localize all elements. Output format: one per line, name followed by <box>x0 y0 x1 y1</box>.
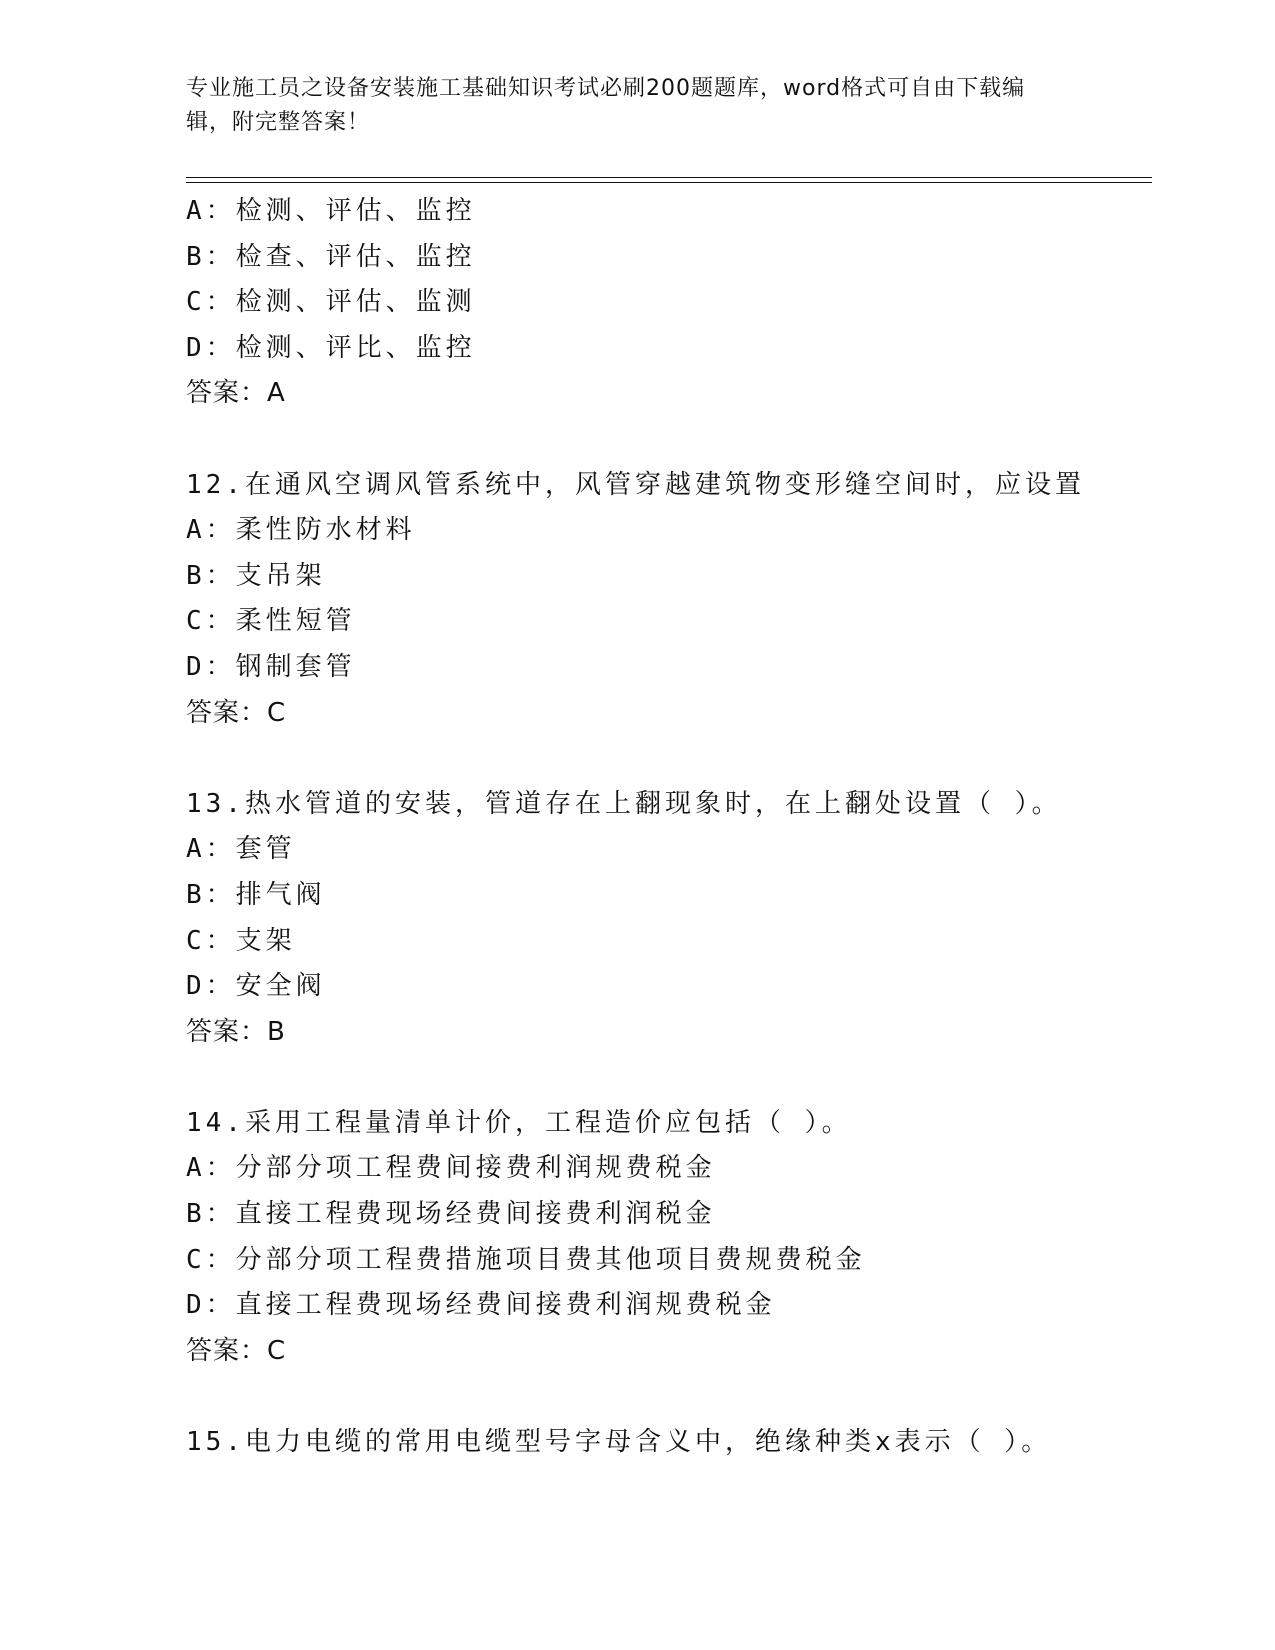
option-a: A：分部分项工程费间接费利润规费税金 <box>186 1153 716 1184</box>
option-a: A：柔性防水材料 <box>186 515 416 546</box>
answer: 答案：C <box>186 1335 287 1366</box>
option-a: A：套管 <box>186 834 296 865</box>
option-d: D：直接工程费现场经费间接费利润规费税金 <box>186 1290 776 1321</box>
option-d: D：检测、评比、监控 <box>186 332 476 363</box>
document-header: 专业施工员之设备安装施工基础知识考试必刷200题题库，word格式可自由下载编辑，附完整答案！ <box>186 76 1026 135</box>
header-divider-bottom <box>186 182 1152 183</box>
option-c: C：检测、评估、监测 <box>186 287 476 318</box>
question-list <box>186 189 1152 1466</box>
option-b: B：直接工程费现场经费间接费利润税金 <box>186 1199 716 1230</box>
spacer <box>186 1374 1152 1420</box>
answer: 答案：C <box>186 697 287 728</box>
header-divider-top <box>186 177 1152 178</box>
question-text: 13.热水管道的安装，管道存在上翻现象时，在上翻处设置（ ）。 <box>186 788 1062 819</box>
question-text: 12.在通风空调风管系统中，风管穿越建筑物变形缝空间时，应设置 <box>186 469 1085 500</box>
option-d: D：钢制套管 <box>186 651 356 682</box>
option-c: C：支架 <box>186 925 296 956</box>
option-b: B：检查、评估、监控 <box>186 241 476 272</box>
question-15 <box>186 1420 1152 1466</box>
option-c: C：分部分项工程费措施项目费其他项目费规费税金 <box>186 1244 866 1275</box>
question-11 <box>186 189 1152 417</box>
spacer <box>186 417 1152 463</box>
option-c: C：柔性短管 <box>186 606 356 637</box>
option-b: B：支吊架 <box>186 560 326 591</box>
spacer <box>186 1055 1152 1101</box>
answer: 答案：B <box>186 1016 286 1047</box>
spacer <box>186 736 1152 782</box>
question-text: 14.采用工程量清单计价，工程造价应包括（ ）。 <box>186 1107 852 1138</box>
answer: 答案：A <box>186 378 286 409</box>
question-13 <box>186 782 1152 1056</box>
question-12 <box>186 463 1152 737</box>
question-14 <box>186 1101 1152 1375</box>
option-d: D：安全阀 <box>186 971 326 1002</box>
question-text: 15.电力电缆的常用电缆型号字母含义中，绝缘种类x表示（ ）。 <box>186 1427 1052 1458</box>
option-b: B：排气阀 <box>186 879 326 910</box>
option-a: A：检测、评估、监控 <box>186 196 476 226</box>
